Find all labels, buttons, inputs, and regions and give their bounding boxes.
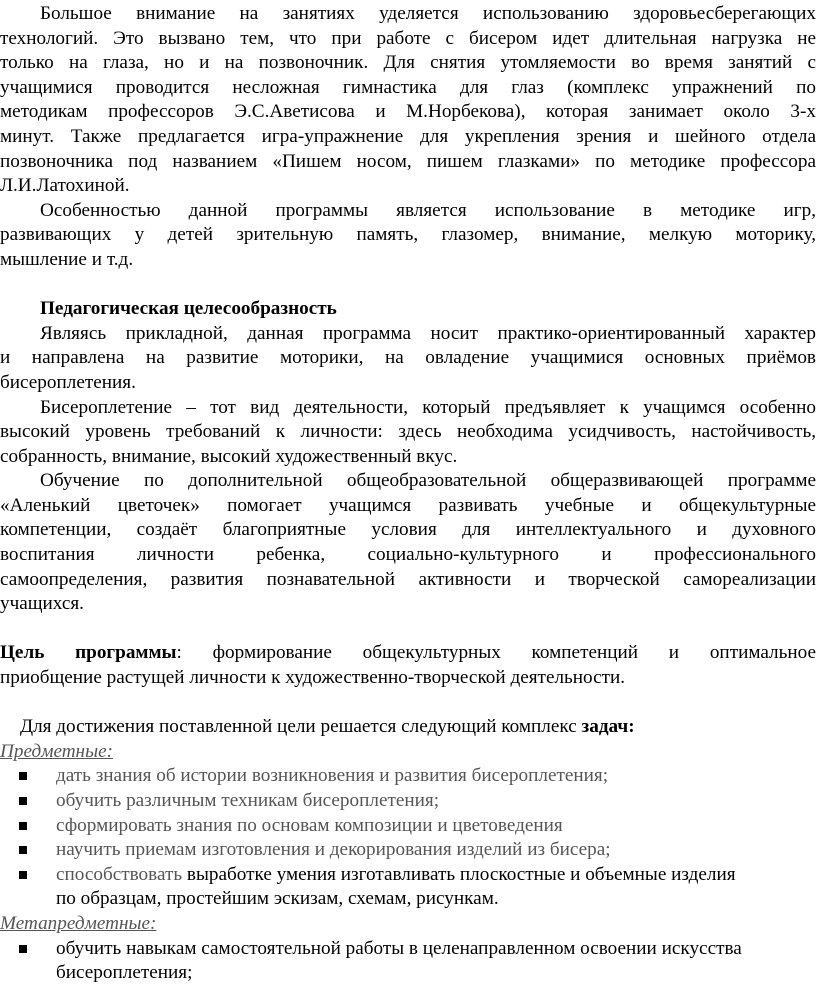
section-heading: Педагогическая целесообразность	[40, 298, 337, 320]
meta-tasks-list	[0, 937, 816, 986]
para2-line3: мышление и т.д.	[0, 248, 134, 270]
subject-results-label: Предметные:	[0, 740, 113, 762]
list-item-text: обучить навыкам самостоятельной работы в целенаправленном освоении искусства	[56, 937, 742, 959]
para4-line2: высокий уровень требований к личности: здесь необходима усидчивость, настойчивость,	[0, 421, 816, 443]
list-item-text: обучить различным техникам бисероплетения;	[56, 790, 440, 811]
list-item-text-gray: способствовать	[56, 863, 183, 885]
tasks-intro	[0, 715, 816, 740]
spacer	[0, 617, 816, 642]
subject-tasks-list	[0, 764, 816, 912]
para4-line3: собранность, внимание, высокий художественный вкус.	[0, 445, 458, 467]
para1-line2: технологий. Это вызвано тем, что при работе с бисером идет длительная нагрузка не	[0, 27, 816, 49]
goal-label: Цель программы	[0, 642, 177, 664]
list-item-text-line2: по образцам, простейшим эскизам, схемам, рисункам.	[56, 888, 499, 910]
goal-text: : формирование общекультурных компетенций и оптимальное	[176, 642, 816, 664]
para3-line3: бисероплетения.	[0, 371, 136, 393]
list-item	[0, 789, 816, 814]
para3-line1: Являясь прикладной, данная программа носит практико-ориентированный характер	[40, 322, 816, 344]
para1-line3: только на глаза, но и на позвоночник. Для снятия утомляемости во время занятий с	[0, 52, 816, 74]
list-item-text	[56, 863, 816, 888]
square-bullet-icon	[19, 846, 27, 854]
list-item	[0, 863, 816, 912]
meta-results-label: Метапредметные:	[0, 912, 157, 934]
goal-line2: приобщение растущей личности к художественно-творческой деятельности.	[0, 667, 626, 689]
list-item-text: дать знания об истории возникновения и развития бисероплетения;	[56, 765, 609, 787]
para5-line5: самоопределения, развития познавательной активности и творческой самореализации	[0, 568, 816, 590]
tasks-intro-text: Для достижения поставленной цели решается следующий комплекс	[20, 716, 582, 738]
para3-line2: и направлена на развитие моторики, на овладение учащимися основных приёмов	[0, 347, 816, 369]
para1-line7: позвоночника под названием «Пишем носом, пишем глазками» по методике профессора	[0, 150, 816, 172]
square-bullet-icon	[19, 945, 27, 953]
list-item	[0, 937, 816, 986]
list-item-text-rest: выработке умения изготавливать плоскостные и объемные изделия	[182, 863, 736, 885]
list-item-text: научить приемам изготовления и декорирования изделий из бисера;	[56, 839, 611, 861]
list-item-text-line2: бисероплетения;	[56, 962, 193, 984]
goal-line1	[0, 641, 816, 666]
para5-line6: учащихся.	[0, 593, 84, 615]
spacer	[0, 273, 816, 298]
list-item	[0, 764, 816, 789]
list-item	[0, 838, 816, 863]
square-bullet-icon	[19, 822, 27, 830]
square-bullet-icon	[19, 797, 27, 805]
para4-line1: Бисероплетение – тот вид деятельности, который предъявляет к учащимся особенно	[40, 396, 816, 418]
para1-line1: Большое внимание на занятиях уделяется использованию здоровьесберегающих	[40, 3, 816, 24]
list-item-text: сформировать знания по основам композиции и цветоведения	[56, 814, 563, 836]
para5-line3: компетенции, создаёт благоприятные условия для интеллектуального и духовного	[0, 519, 816, 541]
list-item	[0, 814, 816, 839]
spacer	[0, 691, 816, 716]
para1-line8: Л.И.Латохиной.	[0, 175, 130, 197]
para5-line1: Обучение по дополнительной общеобразовательной общеразвивающей программе	[40, 470, 816, 492]
square-bullet-icon	[19, 871, 27, 879]
square-bullet-icon	[19, 772, 27, 780]
para1-line4: учащимися проводится несложная гимнастика для глаз (комплекс упражнений по	[0, 76, 816, 98]
para2-line2: развивающих у детей зрительную память, глазомер, внимание, мелкую моторику,	[0, 224, 816, 246]
para1-line6: минут. Также предлагается игра-упражнение для укрепления зрения и шейного отдела	[0, 125, 816, 147]
para5-line4: воспитания личности ребенка, социально-культурного и профессионального	[0, 544, 816, 566]
para2-line1: Особенностью данной программы является использование в методике игр,	[40, 199, 816, 221]
para5-line2: «Аленький цветочек» помогает учащимся развивать учебные и общекультурные	[0, 494, 816, 516]
tasks-intro-bold: задач:	[581, 716, 635, 738]
para1-line5: методикам профессоров Э.С.Аветисова и М.Норбекова), которая занимает около 3-х	[0, 101, 816, 123]
